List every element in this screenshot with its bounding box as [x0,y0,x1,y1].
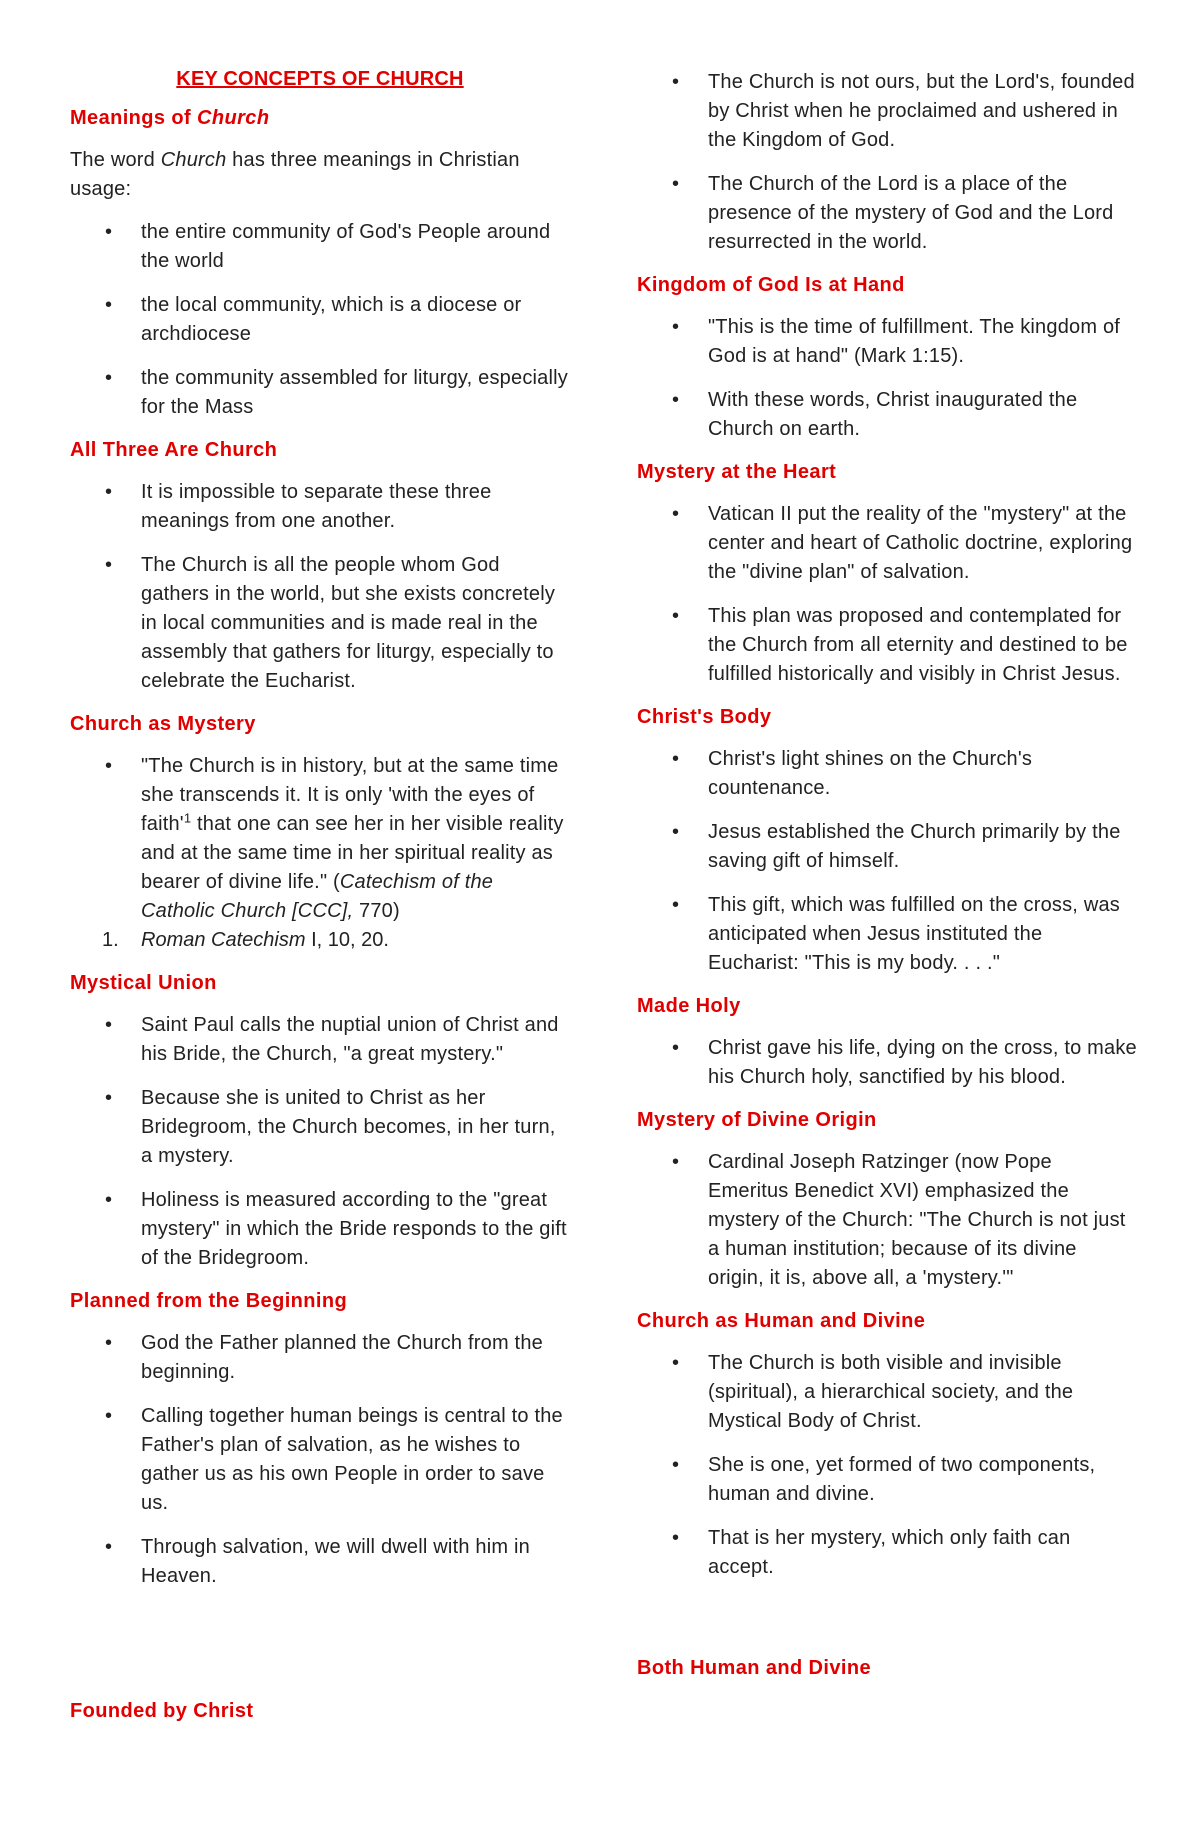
meanings-list [70,218,570,422]
list-item: • The Church is not ours, but the Lord's, founded by Christ when he proclaimed and ushered in the Kingdom of God. [637,68,1137,155]
list-item: • Christ gave his life, dying on the cross, to make his Church holy, sanctified by his blood. [637,1034,1137,1092]
heading-all-three: All Three Are Church [70,439,278,461]
list-item: • Saint Paul calls the nuptial union of Christ and his Bride, the Church, "a great mystery." [70,1011,570,1069]
holy-list [637,1034,1137,1092]
bullet-icon: • [672,1037,680,1059]
bullet-icon: • [672,1454,680,1476]
spacer [637,1597,1137,1655]
list-item: • This gift, which was fulfilled on the cross, was anticipated when Jesus instituted the Eucharist: "This is my body. . . ." [637,891,1137,978]
list-item: • Cardinal Joseph Ratzinger (now Pope Emeritus Benedict XVI) emphasized the mystery of the Church: "The Church is not just a human institution; because of its divine origin, it is, above all, a 'mystery.'" [637,1148,1137,1293]
list-item: • Through salvation, we will dwell with him in Heaven. [70,1533,570,1591]
heart-list [637,500,1137,689]
body-list [637,745,1137,978]
bullet-icon: • [105,554,113,576]
bullet-icon: • [105,1087,113,1109]
right-column [637,68,1137,1696]
bullet-icon: • [105,1332,113,1354]
bullet-icon: • [672,605,680,627]
spacer [70,1606,570,1698]
all-three-list [70,478,570,696]
list-item: • Jesus established the Church primarily by the saving gift of himself. [637,818,1137,876]
list-item: • This plan was proposed and contemplated for the Church from all eternity and destined to be fulfilled historically and visibly in Christ Jesus. [637,602,1137,689]
founded-list [637,68,1137,257]
heading-meanings-em: Church [197,107,270,129]
bullet-icon: • [105,1405,113,1427]
list-item: • It is impossible to separate these three meanings from one another. [70,478,570,536]
footnote: 1. Roman Catechism I, 10, 20. [102,929,389,951]
meanings-intro: The word Church has three meanings in Christian usage: [70,149,520,200]
page-title: KEY CONCEPTS OF CHURCH [176,68,464,90]
heading-planned: Planned from the Beginning [70,1290,348,1312]
heading-christs-body: Christ's Body [637,706,772,728]
list-item: • She is one, yet formed of two components, human and divine. [637,1451,1137,1509]
list-item: • Because she is united to Christ as her Bridegroom, the Church becomes, in her turn, a mystery. [70,1084,570,1171]
bullet-icon: • [672,1527,680,1549]
heading-made-holy: Made Holy [637,995,741,1017]
planned-list [70,1329,570,1591]
bullet-icon: • [672,71,680,93]
list-item: • With these words, Christ inaugurated the Church on earth. [637,386,1137,444]
bullet-icon: • [672,389,680,411]
heading-human-divine: Church as Human and Divine [637,1310,926,1332]
heading-mystical-union: Mystical Union [70,972,217,994]
list-item: • "This is the time of fulfillment. The kingdom of God is at hand" (Mark 1:15). [637,313,1137,371]
list-item: • The Church is both visible and invisible (spiritual), a hierarchical society, and the Mystical Body of Christ. [637,1349,1137,1436]
bullet-icon: • [672,173,680,195]
list-item: • God the Father planned the Church from the beginning. [70,1329,570,1387]
bullet-icon: • [105,221,113,243]
list-item: • That is her mystery, which only faith can accept. [637,1524,1137,1582]
list-item: • Holiness is measured according to the "great mystery" in which the Bride responds to the gift of the Bridegroom. [70,1186,570,1273]
heading-mystery-heart: Mystery at the Heart [637,461,837,483]
origin-list [637,1148,1137,1293]
footnote-ref: 1 [183,810,192,826]
list-item: • "The Church is in history, but at the same time she transcends it. It is only 'with the eyes of $faith'^1$ that one can see her in her visible reality and at the same time in her spiritual reality as bearer of divine life." (Catechism of the Catholic Church [CCC], 770) [70,752,570,926]
bullet-icon: • [105,481,113,503]
bullet-icon: • [105,1189,113,1211]
heading-both-human-divine: Both Human and Divine [637,1657,871,1679]
mystery-list [70,752,570,926]
bullet-icon: • [105,294,113,316]
bullet-icon: • [672,894,680,916]
bullet-icon: • [672,821,680,843]
bullet-icon: • [672,503,680,525]
list-item: • The Church of the Lord is a place of the presence of the mystery of God and the Lord resurrected in the world. [637,170,1137,257]
heading-meanings: Meanings of Church [70,107,270,129]
mystical-union-list [70,1011,570,1273]
left-column [70,68,570,1739]
list-item: • The Church is all the people whom God gathers in the world, but she exists concretely in local communities and is made real in the assembly that gathers for liturgy, especially to celebrate the Eucharist. [70,551,570,696]
list-item: • the entire community of God's People around the world [70,218,570,276]
heading-divine-origin: Mystery of Divine Origin [637,1109,877,1131]
heading-founded: Founded by Christ [70,1700,254,1722]
list-item: • Vatican II put the reality of the "mystery" at the center and heart of Catholic doctrine, exploring the "divine plan" of salvation. [637,500,1137,587]
bullet-icon: • [105,1014,113,1036]
bullet-icon: • [105,367,113,389]
bullet-icon: • [105,1536,113,1558]
bullet-icon: • [672,748,680,770]
kingdom-list [637,313,1137,444]
human-divine-list [637,1349,1137,1582]
bullet-icon: • [105,755,113,777]
list-item: • the local community, which is a diocese or archdiocese [70,291,570,349]
bullet-icon: • [672,1151,680,1173]
list-item: • Christ's light shines on the Church's countenance. [637,745,1137,803]
bullet-icon: • [672,1352,680,1374]
heading-church-as-mystery: Church as Mystery [70,713,256,735]
heading-kingdom: Kingdom of God Is at Hand [637,274,905,296]
bullet-icon: • [672,316,680,338]
list-item: • Calling together human beings is central to the Father's plan of salvation, as he wishes to gather us as his own People in order to save us. [70,1402,570,1518]
list-item: • the community assembled for liturgy, especially for the Mass [70,364,570,422]
